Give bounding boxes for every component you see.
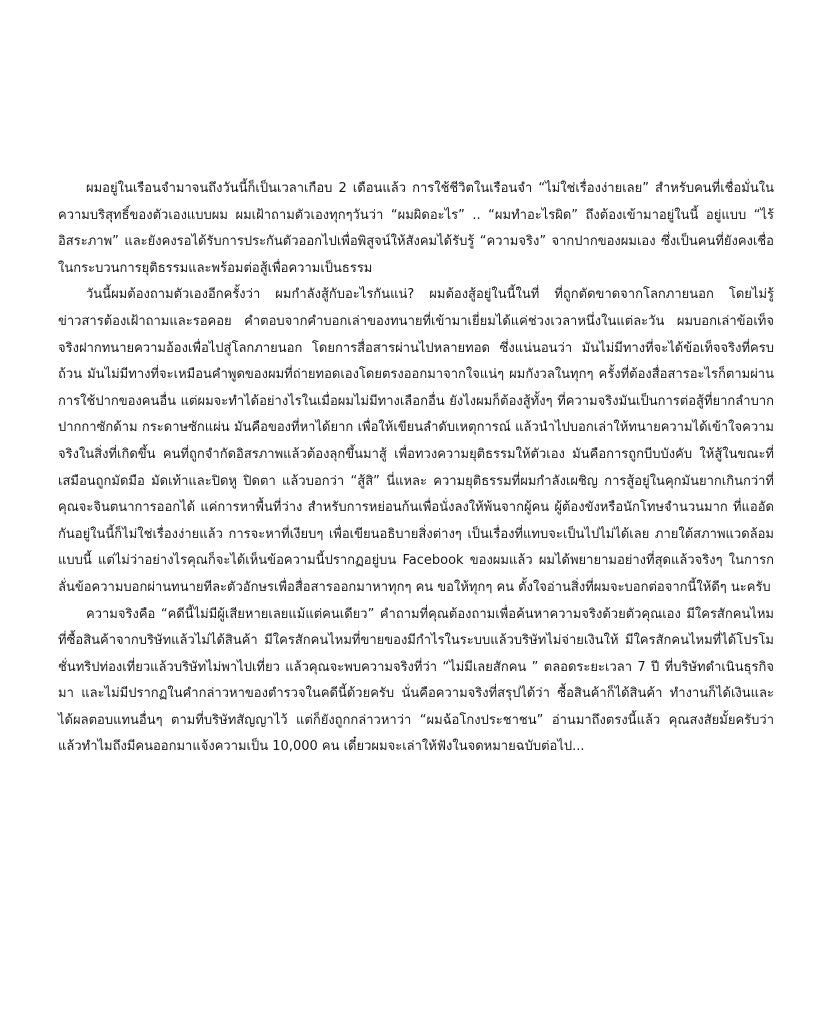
paragraph-2: วันนี้ผมต้องถามตัวเองอีกครั้งว่า ผมกำลังสู้กับอะไรกันแน่? ผมต้องสู้อยู่ในนี้ในที่ ที่ถูกตัดขาดจากโลกภายนอก โดยไม่รู้ข่าวสารต้องเฝ้าถามและรอคอย คำตอบจากคำบอกเล่าของทนายที่เข้ามาเยี่ยมได้แค่ช่วงเวลาหนึ่งในแต่ละวัน ผมบอกเล่าข้อเท็จจริงฝากทนายความอ้องเพื่อไปสู่โลกภายนอก โดยการสื่อสารผ่านไปหลายทอด ซึ่งแน่นอนว่า มันไม่มีทางที่จะได้ข้อเท็จจริงที่ครบถ้วน มันไม่มีทางที่จะเหมือนคำพูดของผมที่ถ่ายทอดเองโดยตรงออกมาจากใจแน่ๆ ผมกังวลในทุกๆ ครั้งที่ต้องสื่อสารอะไรก็ตามผ่านการใช้ปากของคนอื่น แต่ผมจะทำได้อย่างไรในเมื่อผมไม่มีทางเลือกอื่น ยังไงผมก็ต้องสู้ทั้งๆ ที่ความจริงมันเป็นการต่อสู้ที่ยากลำบาก ปากกาซักด้าม กระดาษซักแผ่น มันคือของที่หาได้ยาก เพื่อให้เขียนลำดับเหตุการณ์ แล้วนำไปบอกเล่าให้ทนายความได้เข้าใจความจริงในสิ่งที่เกิดขึ้น คนที่ถูกจำกัดอิสรภาพแล้วต้องลุกขึ้นมาสู้ เพื่อทวงความยุติธรรมให้ตัวเอง มันคือการถูกบีบบังคับ ให้สู้ในขณะที่เสมือนถูกมัดมือ มัดเท้าและปิดหู ปิดตา แล้วบอกว่า “สู้สิ” นี่แหละ ความยุติธรรมที่ผมกำลังเผชิญ การสู้อยู่ในคุกมันยากเกินกว่าที่คุณจะจินตนาการออกได้ แค่การหาพื้นที่ว่าง สำหรับการหย่อนก้นเพื่อนั่งลงให้พ้นจากผู้คน ผู้ต้องขังหรือนักโทษจำนวนมาก ที่แออัดกันอยู่ในนี้ก็ไม่ใช่เรื่องง่ายแล้ว การจะหาที่เงียบๆ เพื่อเขียนอธิบายสิ่งต่างๆ เป็นเรื่องที่แทบจะเป็นไปไม่ได้เลย ภายใต้สภาพแวดล้อมแบบนี้ แต่ไม่ว่าอย่างไรคุณก็จะได้เห็นข้อความนี้ปรากฏอยู่บน Facebook ของผมแล้ว ผมได้พยายามอย่างที่สุดแล้วจริงๆ ในการกลั่นข้อความบอกผ่านทนายทีละตัวอักษรเพื่อสื่อสารออกมาหาทุกๆ คน ขอให้ทุกๆ คน ตั้งใจอ่านสิ่งที่ผมจะบอกต่อจากนี้ให้ดีๆ นะครับ bbox=[58, 287, 774, 595]
paragraph-1: ผมอยู่ในเรือนจำมาจนถึงวันนี้ก็เป็นเวลาเกือบ 2 เดือนแล้ว การใช้ชีวิตในเรือนจำ “ไม่ใช่เรื่องง่ายเลย” สำหรับคนที่เชื่อมั่นในความบริสุทธิ์ของตัวเองแบบผม ผมเฝ้าถามตัวเองทุกๆวันว่า “ผมผิดอะไร” .. “ผมทำอะไรผิด” ถึงต้องเข้ามาอยู่ในนี้ อยู่แบบ “ไร้อิสระภาพ” และยังคงรอได้รับการประกันตัวออกไปเพื่อพิสูจน์ให้สังคมได้รับรู้ “ความจริง” จากปากของผมเอง ซึ่งเป็นคนที่ยังคงเชื่อในกระบวนการยุติธรรมและพร้อมต่อสู้เพื่อความเป็นธรรม bbox=[58, 181, 774, 276]
letter-body bbox=[58, 176, 774, 761]
paragraph-3: ความจริงคือ “คดีนี้ไม่มีผู้เสียหายเลยแม้แต่คนเดียว” คำถามที่คุณต้องถามเพื่อค้นหาความจริงด้วยตัวคุณเอง มีใครสักคนไหม ที่ซื้อสินค้าจากบริษัทแล้วไม่ได้สินค้า มีใครสักคนไหมที่ขายของมีกำไรในระบบแล้วบริษัทไม่จ่ายเงินให้ มีใครสักคนไหมที่ได้โปรโมชั่นทริปท่องเที่ยวแล้วบริษัทไม่พาไปเที่ยว แล้วคุณจะพบความจริงที่ว่า “ไม่มีเลยสักคน ” ตลอดระยะเวลา 7 ปี ที่บริษัทดำเนินธุรกิจมา และไม่มีปรากฏในคำกล่าวหาของตำรวจในคดีนี้ด้วยครับ นั่นคือความจริงที่สรุปได้ว่า ซื้อสินค้าก็ได้สินค้า ทำงานก็ได้เงินและได้ผลตอบแทนอื่นๆ ตามที่บริษัทสัญญาไว้ แต่ก็ยังถูกกล่าวหาว่า “ผมฉ้อโกงประชาชน” อ่านมาถึงตรงนี้แล้ว คุณสงสัยมั้ยครับว่าแล้วทำไมถึงมีคนออกมาแจ้งความเป็น 10,000 คน เดี๋ยวผมจะเล่าให้ฟังในจดหมายฉบับต่อไป... bbox=[58, 606, 774, 755]
